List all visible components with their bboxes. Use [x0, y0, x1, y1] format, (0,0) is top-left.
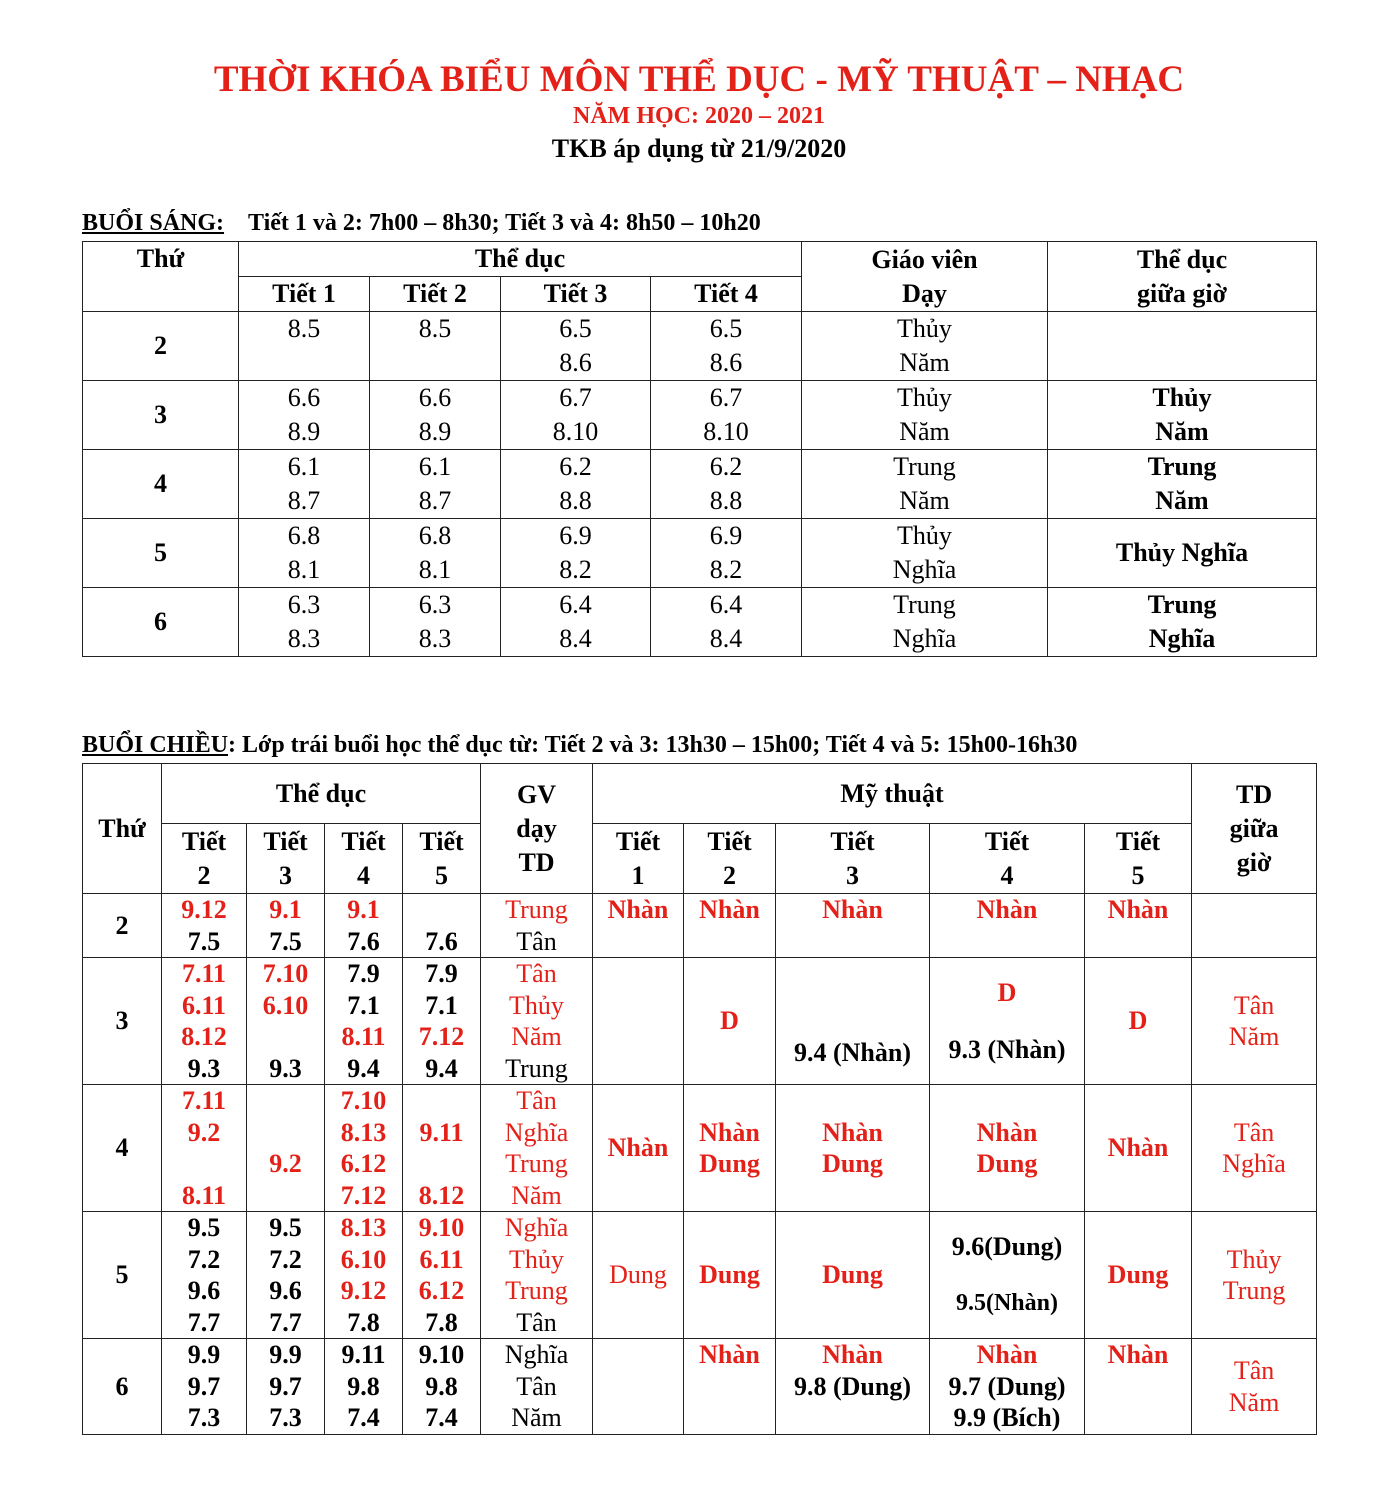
col-td-tiet-5: Tiết 5 [403, 824, 481, 894]
class-cell: 7.10 8.13 6.12 7.12 [325, 1085, 403, 1212]
class-cell: 9.11 9.8 7.4 [325, 1339, 403, 1435]
class-cell: 9.10 6.11 6.12 7.8 [403, 1212, 481, 1339]
art-cell: Nhàn Dung [776, 1085, 930, 1212]
table-row [83, 381, 1317, 450]
class-cell: 9.1 7.6 [325, 894, 403, 958]
table-row [83, 894, 1317, 958]
td-giua-gio-cell: Thủy Trung [1192, 1212, 1317, 1339]
art-cell: D 9.3 (Nhàn) [930, 958, 1085, 1085]
day-cell: 2 [83, 312, 239, 381]
class-cell: 6.8 8.1 [239, 519, 370, 588]
class-cell: 7.6 [403, 894, 481, 958]
col-mt-tiet-5: Tiết 5 [1085, 824, 1192, 894]
td-giua-gio-cell: Trung Nghĩa [1048, 588, 1317, 657]
class-cell: 6.1 8.7 [239, 450, 370, 519]
class-cell: 9.12 7.5 [162, 894, 247, 958]
class-cell: 6.4 8.4 [651, 588, 802, 657]
art-cell: Nhàn [684, 1339, 776, 1435]
col-my-thuat: Mỹ thuật [593, 764, 1192, 824]
class-cell: 6.6 8.9 [370, 381, 501, 450]
col-tiet-3: Tiết 3 [501, 277, 651, 312]
col-tiet-4: Tiết 4 [651, 277, 802, 312]
class-cell: 6.5 8.6 [501, 312, 651, 381]
day-cell: 4 [83, 450, 239, 519]
class-cell: 9.10 9.8 7.4 [403, 1339, 481, 1435]
teacher-cell: Thủy Năm [802, 381, 1048, 450]
class-cell: 9.9 9.7 7.3 [247, 1339, 325, 1435]
class-cell: 6.2 8.8 [651, 450, 802, 519]
art-cell: Nhàn [593, 1085, 684, 1212]
table-row [83, 1339, 1317, 1435]
day-cell: 5 [83, 519, 239, 588]
class-cell: 6.4 8.4 [501, 588, 651, 657]
class-cell: 9.5 7.2 9.6 7.7 [162, 1212, 247, 1339]
table-row [83, 519, 1317, 588]
art-cell: 9.4 (Nhàn) [776, 958, 930, 1085]
td-giua-gio-cell: Thủy Năm [1048, 381, 1317, 450]
class-cell: 8.5 [239, 312, 370, 381]
art-cell: Nhàn [1085, 1339, 1192, 1435]
class-cell: 6.6 8.9 [239, 381, 370, 450]
td-giua-gio-cell: Thủy Nghĩa [1048, 519, 1317, 588]
morning-section-heading [82, 210, 761, 237]
col-mt-tiet-3: Tiết 3 [776, 824, 930, 894]
art-cell: Dung [776, 1212, 930, 1339]
class-cell: 6.8 8.1 [370, 519, 501, 588]
afternoon-subheader-row [83, 824, 1317, 894]
class-cell: 7.11 6.11 8.12 9.3 [162, 958, 247, 1085]
art-cell: 9.6(Dung) 9.5(Nhàn) [930, 1212, 1085, 1339]
col-giao-vien: Giáo viên Dạy [802, 242, 1048, 312]
class-cell: 6.3 8.3 [370, 588, 501, 657]
table-row [83, 1085, 1317, 1212]
art-cell: Nhàn [776, 894, 930, 958]
art-cell: Nhàn Dung [930, 1085, 1085, 1212]
td-giua-gio-cell: Tân Năm [1192, 1339, 1317, 1435]
class-cell: 9.2 [247, 1085, 325, 1212]
class-cell: 7.10 6.10 9.3 [247, 958, 325, 1085]
art-cell: Nhàn [1085, 894, 1192, 958]
col-the-duc: Thể dục [239, 242, 802, 277]
col-thu: Thứ [83, 242, 239, 312]
class-cell: 6.2 8.8 [501, 450, 651, 519]
teacher-cell: Trung Tân [481, 894, 593, 958]
class-cell: 7.9 7.1 7.12 9.4 [403, 958, 481, 1085]
morning-table [82, 241, 1317, 657]
teacher-cell: Trung Nghĩa [802, 588, 1048, 657]
col-the-duc: Thể dục [162, 764, 481, 824]
teacher-cell: Trung Năm [802, 450, 1048, 519]
afternoon-table [82, 763, 1317, 1435]
class-cell: 6.9 8.2 [651, 519, 802, 588]
col-td-tiet-3: Tiết 3 [247, 824, 325, 894]
art-cell: Nhàn [684, 894, 776, 958]
page-title: THỜI KHÓA BIỂU MÔN THỂ DỤC - MỸ THUẬT – NHẠC [213, 59, 1185, 100]
afternoon-label: BUỔI CHIỀU [82, 732, 229, 758]
morning-label: BUỔI SÁNG: [82, 210, 225, 236]
teacher-cell: Nghĩa Thủy Trung Tân [481, 1212, 593, 1339]
art-cell [593, 958, 684, 1085]
teacher-cell: Thủy Nghĩa [802, 519, 1048, 588]
table-row [83, 312, 1317, 381]
art-cell [593, 1339, 684, 1435]
col-mt-tiet-1: Tiết 1 [593, 824, 684, 894]
col-tiet-1: Tiết 1 [239, 277, 370, 312]
td-giua-gio-cell [1192, 894, 1317, 958]
art-cell: Dung [1085, 1212, 1192, 1339]
col-tiet-2: Tiết 2 [370, 277, 501, 312]
art-cell: D [1085, 958, 1192, 1085]
td-giua-gio-cell [1048, 312, 1317, 381]
table-row [83, 958, 1317, 1085]
day-cell: 4 [83, 1085, 162, 1212]
art-cell: Dung [593, 1212, 684, 1339]
class-cell: 9.11 8.12 [403, 1085, 481, 1212]
teacher-cell: Tân Thủy Năm Trung [481, 958, 593, 1085]
col-td-giua-gio: Thể dục giữa giờ [1048, 242, 1317, 312]
col-td-tiet-2: Tiết 2 [162, 824, 247, 894]
art-cell: Nhàn [930, 894, 1085, 958]
col-td-giua-gio: TD giữa giờ [1192, 764, 1317, 894]
art-cell: Dung [684, 1212, 776, 1339]
art-cell: Nhàn [1085, 1085, 1192, 1212]
class-cell: 9.9 9.7 7.3 [162, 1339, 247, 1435]
day-cell: 6 [83, 1339, 162, 1435]
class-cell: 9.5 7.2 9.6 7.7 [247, 1212, 325, 1339]
class-cell: 6.7 8.10 [651, 381, 802, 450]
morning-header-row [83, 242, 1317, 277]
class-cell: 8.13 6.10 9.12 7.8 [325, 1212, 403, 1339]
class-cell: 9.1 7.5 [247, 894, 325, 958]
day-cell: 3 [83, 381, 239, 450]
class-cell: 7.9 7.1 8.11 9.4 [325, 958, 403, 1085]
col-gv-day-td: GV dạy TD [481, 764, 593, 894]
class-cell: 6.3 8.3 [239, 588, 370, 657]
art-cell: Nhàn [593, 894, 684, 958]
class-cell: 7.11 9.2 8.11 [162, 1085, 247, 1212]
applied-date: TKB áp dụng từ 21/9/2020 [551, 134, 847, 163]
td-giua-gio-cell: Tân Nghĩa [1192, 1085, 1317, 1212]
col-mt-tiet-4: Tiết 4 [930, 824, 1085, 894]
class-cell: 6.5 8.6 [651, 312, 802, 381]
td-giua-gio-cell: Trung Năm [1048, 450, 1317, 519]
col-td-tiet-4: Tiết 4 [325, 824, 403, 894]
art-cell: D [684, 958, 776, 1085]
day-cell: 5 [83, 1212, 162, 1339]
morning-note: Tiết 1 và 2: 7h00 – 8h30; Tiết 3 và 4: 8h50 – 10h20 [248, 210, 761, 236]
school-year: NĂM HỌC: 2020 – 2021 [573, 103, 825, 129]
teacher-cell: Tân Nghĩa Trung Năm [481, 1085, 593, 1212]
class-cell: 6.7 8.10 [501, 381, 651, 450]
afternoon-note: : Lớp trái buổi học thể dục từ: Tiết 2 và 3: 13h30 – 15h00; Tiết 4 và 5: 15h00-16h30 [228, 732, 1078, 758]
table-row [83, 588, 1317, 657]
art-cell: Nhàn Dung [684, 1085, 776, 1212]
art-cell: Nhàn 9.7 (Dung) 9.9 (Bích) [930, 1339, 1085, 1435]
afternoon-header-row [83, 764, 1317, 824]
teacher-cell: Nghĩa Tân Năm [481, 1339, 593, 1435]
day-cell: 6 [83, 588, 239, 657]
class-cell: 6.9 8.2 [501, 519, 651, 588]
day-cell: 2 [83, 894, 162, 958]
afternoon-section-heading [82, 732, 1077, 759]
class-cell: 6.1 8.7 [370, 450, 501, 519]
class-cell: 8.5 [370, 312, 501, 381]
col-thu: Thứ [83, 764, 162, 894]
art-cell: Nhàn 9.8 (Dung) [776, 1339, 930, 1435]
table-row [83, 1212, 1317, 1339]
table-row [83, 450, 1317, 519]
day-cell: 3 [83, 958, 162, 1085]
td-giua-gio-cell: Tân Năm [1192, 958, 1317, 1085]
teacher-cell: Thủy Năm [802, 312, 1048, 381]
col-mt-tiet-2: Tiết 2 [684, 824, 776, 894]
